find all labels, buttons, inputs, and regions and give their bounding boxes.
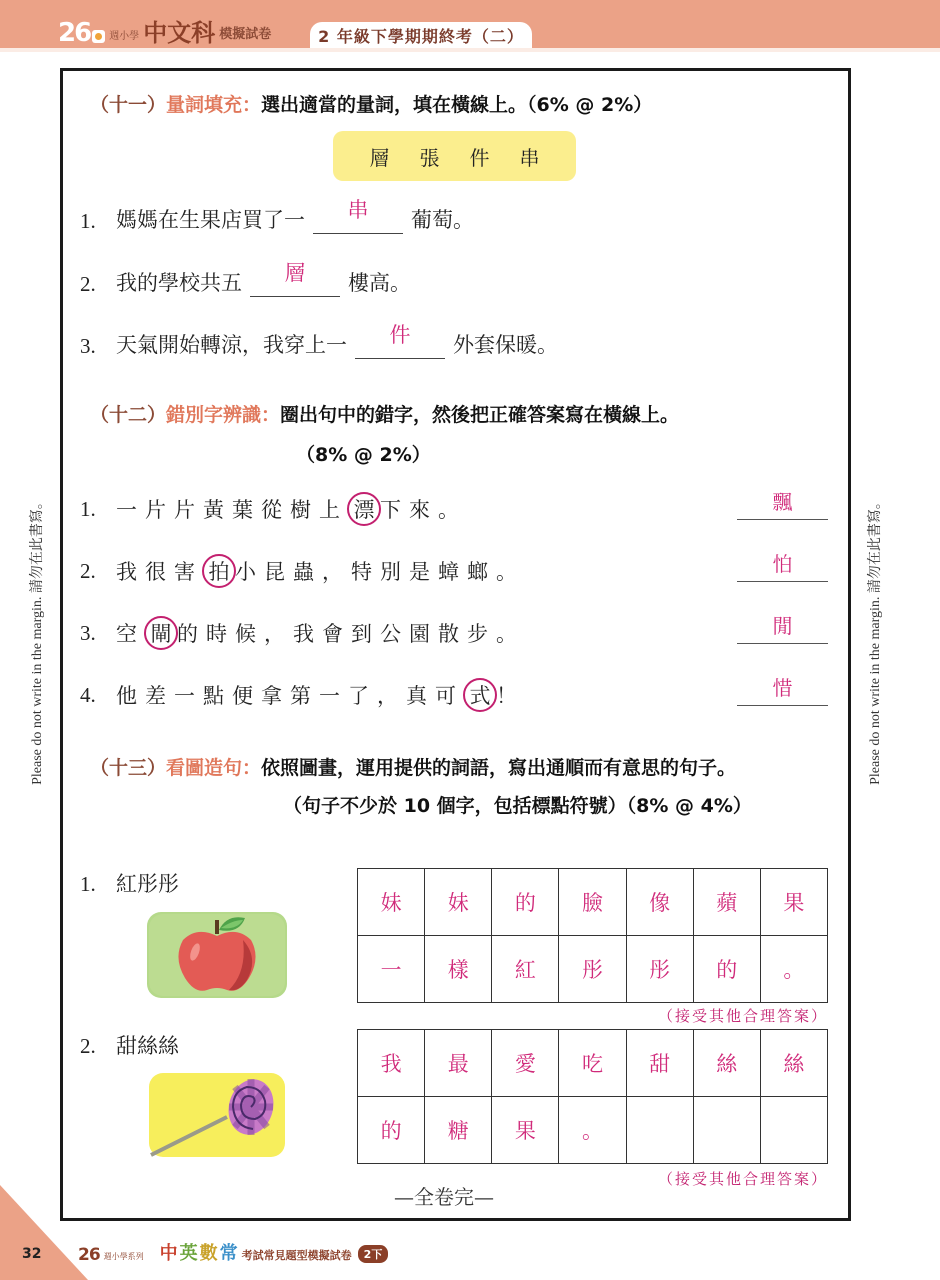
circled-wrong-char[interactable]: 拍: [202, 554, 236, 588]
section-number: （十二）: [90, 404, 167, 426]
grid-cell[interactable]: 我: [358, 1030, 425, 1097]
paper-kind: 模擬試卷: [219, 27, 272, 42]
fill-question: 2. 我的學校共五 層 樓高。: [80, 261, 411, 296]
section-number: （十一）: [90, 94, 167, 116]
grid-cell[interactable]: 妹: [358, 869, 425, 936]
grid-cell[interactable]: [693, 1097, 760, 1164]
question-text: 天氣開始轉涼，我穿上一: [116, 333, 347, 357]
exam-title: 2 年級下學期期終考（二）: [318, 26, 524, 46]
error-question: 3. 空 閘 的時候，我會到公園散步。: [80, 616, 525, 650]
grid-cell[interactable]: 甜: [626, 1030, 693, 1097]
word-bank: [333, 131, 576, 181]
grid-cell[interactable]: 的: [693, 936, 760, 1003]
grid-cell[interactable]: [626, 1097, 693, 1164]
pencil-icon: [92, 30, 105, 43]
header-band-shadow: [0, 48, 940, 52]
section-name: 量詞填充：: [166, 94, 262, 116]
answer-grid-1: [357, 868, 828, 1003]
grid-cell[interactable]: 彤: [559, 936, 626, 1003]
grid-cell[interactable]: 絲: [693, 1030, 760, 1097]
apple-illustration: [147, 912, 287, 998]
section-instruction: 選出適當的量詞，填在橫線上。（6% @ 2%）: [261, 94, 653, 116]
grid-cell[interactable]: 蘋: [693, 869, 760, 936]
picture-question-label: 1. 紅彤彤: [80, 872, 179, 896]
end-of-paper-mark: —全卷完—: [394, 1185, 494, 1209]
header-brand: [58, 16, 275, 46]
grid-cell[interactable]: 。: [559, 1097, 626, 1164]
error-question: 4. 他差一點便拿第一了，真可 式 ！: [80, 678, 525, 712]
grid-cell[interactable]: 吃: [559, 1030, 626, 1097]
error-question: 2. 我很害 拍 小昆蟲，特別是蟑螂。: [80, 554, 525, 588]
fill-question: 1. 媽媽在生果店買了一 串 葡萄。: [80, 198, 474, 233]
section-11-heading: [90, 90, 652, 117]
question-text: 葡萄。: [411, 208, 474, 232]
grid-cell[interactable]: 樣: [425, 936, 492, 1003]
grid-cell[interactable]: 妹: [425, 869, 492, 936]
circled-wrong-char[interactable]: 漂: [347, 492, 381, 526]
section-12-marks: （8% @ 2%）: [296, 444, 431, 466]
question-text: 我的學校共五: [116, 271, 242, 295]
grid-cell[interactable]: 一: [358, 936, 425, 1003]
series-char: 中: [159, 1243, 178, 1264]
footer-brand: [78, 1239, 388, 1265]
apple-icon: [147, 912, 287, 998]
error-question: 1. 一片片黃葉從樹上 漂 下來。: [80, 492, 467, 526]
section-instruction: 圈出句中的錯字，然後把正確答案寫在橫線上。: [280, 404, 680, 426]
grid-cell[interactable]: 最: [425, 1030, 492, 1097]
question-text: 樓高。: [348, 271, 411, 295]
footer-description: 考試常見題型模擬試卷: [241, 1249, 352, 1262]
grid-cell[interactable]: 的: [358, 1097, 425, 1164]
correction-blank[interactable]: 飄: [737, 488, 828, 520]
picture-question-label: 2. 甜絲絲: [80, 1034, 179, 1058]
word-bank-item: 張: [419, 145, 440, 170]
answer-blank[interactable]: 層: [250, 267, 340, 297]
answer-blank[interactable]: 串: [313, 204, 403, 234]
answer-grid-2: [357, 1029, 828, 1164]
footer-brand-sub: 週小學系列: [103, 1252, 144, 1261]
grid-cell[interactable]: 紅: [492, 936, 559, 1003]
grid-cell[interactable]: 像: [626, 869, 693, 936]
brand-number: 26: [58, 18, 91, 48]
grade-badge: 2下: [358, 1245, 389, 1263]
series-char: 常: [219, 1243, 238, 1264]
word-bank-item: 串: [519, 145, 540, 170]
section-13-marks: （句子不少於 10 個字，包括標點符號）（8% @ 4%）: [283, 795, 752, 817]
question-text: 媽媽在生果店買了一: [116, 208, 305, 232]
section-name: 看圖造句：: [166, 757, 262, 779]
grid-cell[interactable]: 。: [760, 936, 827, 1003]
grid-cell[interactable]: 的: [492, 869, 559, 936]
footer-brand-number: 26: [78, 1245, 100, 1265]
grid-cell[interactable]: 果: [492, 1097, 559, 1164]
fill-question: 3. 天氣開始轉涼，我穿上一 件 外套保暖。: [80, 323, 558, 358]
question-text: 外套保暖。: [453, 333, 558, 357]
series-char: 數: [199, 1243, 218, 1264]
lollipop-icon: [147, 1071, 287, 1159]
footer-corner-decoration: [0, 1185, 88, 1280]
correction-blank[interactable]: 怕: [737, 550, 828, 582]
grid-cell[interactable]: 果: [760, 869, 827, 936]
grid-cell[interactable]: 彤: [626, 936, 693, 1003]
brand-sub: 週小學: [109, 31, 140, 42]
grid-cell[interactable]: [760, 1097, 827, 1164]
accept-other-answers-note: （接受其他合理答案）: [657, 1170, 828, 1188]
section-instruction: 依照圖畫，運用提供的詞語，寫出通順而有意思的句子。: [261, 757, 737, 779]
section-name: 錯別字辨識：: [166, 404, 281, 426]
series-char: 英: [179, 1243, 198, 1264]
word-bank-item: 層: [369, 145, 390, 170]
subject-title: 中文科: [143, 19, 216, 47]
grid-cell[interactable]: 臉: [559, 869, 626, 936]
circled-wrong-char[interactable]: 式: [463, 678, 497, 712]
grid-cell[interactable]: 絲: [760, 1030, 827, 1097]
grid-cell[interactable]: 糖: [425, 1097, 492, 1164]
circled-wrong-char[interactable]: 閘: [144, 616, 178, 650]
grid-cell[interactable]: 愛: [492, 1030, 559, 1097]
header-band: [0, 0, 940, 48]
section-number: （十三）: [90, 757, 167, 779]
answer-blank[interactable]: 件: [355, 329, 445, 359]
accept-other-answers-note: （接受其他合理答案）: [657, 1007, 828, 1025]
section-13-heading: [90, 753, 736, 780]
word-bank-item: 件: [469, 145, 490, 170]
exam-title-pill: [310, 22, 532, 48]
correction-blank[interactable]: 惜: [737, 674, 828, 706]
page-number: 32: [22, 1246, 42, 1262]
correction-blank[interactable]: 閒: [737, 612, 828, 644]
section-12-heading: [90, 400, 679, 427]
lollipop-illustration: [147, 1071, 287, 1157]
